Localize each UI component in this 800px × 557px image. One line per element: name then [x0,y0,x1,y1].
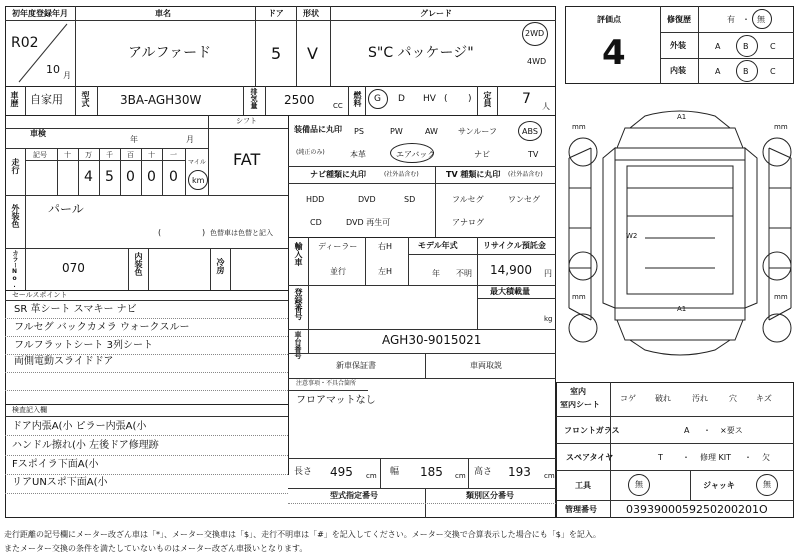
car-diagram [565,88,795,378]
model-value: 3BA-AGH30W [120,93,202,107]
inspect-line-3: Fスポイラ下面A(小 [12,459,99,470]
equip-abs: ABS [522,127,538,136]
warranty-label: 新車保証書 [336,361,376,370]
first-reg-label: 初年度登録年月 [12,9,68,18]
spare-t: T [658,453,663,462]
mm-tl: mm [572,123,586,131]
glass-repair: ×要ス [720,426,743,435]
grade-value: S"C パッケージ" [368,45,474,61]
seat-label: 室内シート [560,401,600,409]
fuel-paren-open: ( [444,94,448,104]
usage-label: 車歴 [10,91,19,107]
import-parallel: 並行 [330,267,346,276]
width-label: 幅 [390,467,400,477]
chassis-value: AGH30-9015021 [382,333,482,347]
ext-a: A [715,42,721,51]
repair-dot: ・ [742,15,750,24]
displacement-value: 2500 [284,93,315,107]
spare-dot2: ・ [744,453,752,462]
rating-label: 評価点 [597,15,621,24]
digit-10k: 4 [84,169,93,185]
glass-dot: ・ [703,426,711,435]
digit-head-10k: 万 [85,151,92,159]
import-left-h: 左H [378,267,393,276]
mm-bl: mm [572,293,586,301]
sales-line-3: フルフラットシート 3列シート [14,340,153,351]
mm-tr: mm [774,123,788,131]
tv-oneseg: ワンセグ [508,195,540,204]
jack-value: 無 [763,480,771,489]
car-name-label: 車名 [155,9,171,18]
cc-unit: CC [333,102,343,110]
month-unit: 月 [63,71,71,80]
spare-label: スペアタイヤ [566,453,614,462]
repair-yes: 有 [727,15,735,24]
capacity-label: 定員 [483,91,492,107]
height-unit: cm [544,472,555,480]
interior-color-label: 内装色 [134,252,143,276]
inspect-line-2: ハンドル擦れ(小 左後ドア修理跡 [12,440,159,451]
class-no-label: 類別区分番号 [466,491,514,500]
digit-head-100: 百 [127,151,134,159]
reg-label: 登録番号 [294,288,303,320]
person-unit: 人 [542,102,550,111]
color-paren-close: ) [202,228,206,237]
color-value: パール [48,202,84,216]
repair-label: 修復歴 [667,15,691,24]
equipment-label: 装備品に丸印 [294,125,342,134]
mgmt-label: 管理番号 [565,505,597,514]
height-value: 193 [508,465,531,479]
manual-label: 車両取説 [470,361,502,370]
ext-c: C [770,42,776,51]
nav-hdd: HDD [306,195,325,204]
equip-leather: 本革 [350,150,366,159]
grade-label: グレード [420,9,452,18]
repair-no: 無 [757,15,765,24]
int-b: B [743,67,749,76]
footer-line-1: 走行距離の記号欄にメーター改ざん車は「*」、メーター交換車は「$」、走行不明車は「#」を記入してください。メーター交換で合算表示した場合にも「$」を記入。 [4,530,601,539]
max-load-label: 最大積載量 [490,287,530,296]
capacity-value: 7 [522,91,531,107]
era-value: R02 [11,35,39,51]
nav-dvd-play: DVD 再生可 [346,218,391,227]
inspect-notes-label: 検査記入欄 [12,406,47,414]
height-label: 高さ [474,467,493,477]
nav-type-label: ナビ種類に丸印 [310,170,366,179]
kg-unit: kg [544,315,553,323]
fuel-label: 燃料 [353,91,362,107]
equip-airbag: エアバック [396,150,436,159]
fuel-d: D [398,94,405,104]
seat-hole: 穴 [729,394,737,403]
import-right-h: 右H [378,242,393,251]
inspection-month: 月 [186,135,194,144]
seat-scratch: キズ [756,394,772,403]
import-label: 輸入車 [294,242,303,266]
fuel-hv: HV [423,94,436,104]
color-note: 色替車は色替と記入 [210,229,273,237]
color-label: 外装色 [11,204,20,228]
nav-sd: SD [404,195,416,204]
length-value: 495 [330,465,353,479]
digit-head-sign: 記号 [33,151,47,159]
mark-a1-rear: A1 [677,305,687,313]
tools-label: 工具 [575,481,591,490]
sales-line-1: SR 革シート スマキー ナビ [14,304,137,315]
tv-analog: アナログ [452,218,484,227]
int-c: C [770,67,776,76]
digit-head-1k: 千 [106,151,113,159]
spare-dot1: ・ [682,453,690,462]
sales-line-4: 両側電動スライドドア [14,356,114,367]
seat-label-1: 室内 [570,387,586,396]
tools-value: 無 [635,480,643,489]
digit-1: 0 [169,169,178,185]
ext-b: B [743,42,749,51]
color-no-label: カラーNo. [11,250,18,289]
shape-value: V [307,44,318,63]
nav-type-sub: (社外品含む) [384,171,419,178]
recycle-label: リサイクル預託金 [483,241,546,250]
model-year-label: モデル年式 [418,241,458,250]
length-unit: cm [366,472,377,480]
mile-label: マイル [188,159,206,166]
notes-text: フロアマットなし [296,395,376,406]
nav-dvd: DVD [358,195,376,204]
spare-missing: 欠 [762,453,770,462]
fuel-g: G [374,94,381,104]
equip-navi: ナビ [474,150,490,159]
tv-type-label: TV 種類に丸印 [446,170,501,179]
equip-pw: PW [390,127,403,136]
model-year-unit: 年 [432,269,440,278]
seat-burn: コゲ [620,394,636,403]
km-unit: km [192,176,205,185]
inspect-line-1: ドア内張A(小 ピラー内張A(小 [12,421,147,432]
exterior-label: 外装 [670,41,686,50]
recycle-value: 14,900 [490,263,532,277]
interior-label: 内装 [670,66,686,75]
digit-head-1: 一 [170,151,177,159]
jack-label: ジャッキ [703,481,735,490]
digit-1k: 5 [105,169,114,185]
digit-head-100k: 十 [64,151,71,159]
equip-aw: AW [425,127,438,136]
door-label: ドア [268,9,284,18]
model-label: 型式 [81,91,90,107]
seat-tear: 破れ [655,394,671,403]
color-no-value: 070 [62,261,85,275]
sales-line-2: フルセグ バックカメラ ウォークスルー [14,322,190,333]
mileage-label: 走行 [11,158,20,174]
mm-br: mm [774,293,788,301]
nav-cd: CD [310,218,322,227]
import-dealer: ディーラー [318,242,358,251]
drive-2wd: 2WD [525,29,545,38]
digit-head-10: 十 [148,151,155,159]
doors-value: 5 [271,44,282,63]
displacement-label: 排気量 [250,88,258,109]
width-value: 185 [420,465,443,479]
notes-label: 注意事項・不具合箇所 [296,380,357,387]
int-a: A [715,67,721,76]
seat-dirt: 汚れ [692,394,708,403]
shape-label: 形状 [303,9,319,18]
type-no-label: 型式指定番号 [330,491,378,500]
usage-value: 自家用 [30,93,63,106]
shift-value: FAT [233,150,261,169]
glass-label: フロントガラス [564,426,620,435]
month-value: 10 [46,63,60,76]
inspection-label: 車検 [30,129,46,138]
width-unit: cm [455,472,466,480]
mark-w2: W2 [626,232,638,240]
shift-label: シフト [236,117,257,125]
inspection-year: 年 [130,135,138,144]
yen-unit: 円 [544,269,552,278]
chassis-label: 車台番号 [294,331,302,359]
footer-line-2: またメーター交換の条件を満たしていないものはメーター改ざん車扱いとなります。 [4,544,308,553]
color-paren-open: ( [158,228,162,237]
length-label: 長さ [294,467,313,477]
glass-a: A [684,426,690,435]
model-year-unknown: 不明 [456,269,472,278]
digit-100: 0 [126,169,135,185]
mark-a1-front: A1 [677,113,687,121]
inspect-line-4: リアUNスポ下面A(小 [12,477,108,488]
drive-4wd: 4WD [527,57,547,66]
equip-ps: PS [354,127,364,136]
mgmt-value: 0393900059250200201O [626,503,768,516]
spare-kit: 修理 KIT [700,453,732,462]
car-name-value: アルファード [128,45,212,61]
equip-tv: TV [528,150,539,159]
tv-fullseg: フルセグ [452,195,484,204]
tv-type-sub: (社外品含む) [508,171,543,178]
rating-score: 4 [602,33,626,73]
digit-10: 0 [147,169,156,185]
sales-label: セールスポイント [12,291,68,299]
equip-sunroof: サンルーフ [458,127,497,136]
equipment-sub: (純正のみ) [296,149,325,156]
fuel-paren-close: ) [468,94,472,104]
refrig-label: 冷房 [216,258,225,274]
